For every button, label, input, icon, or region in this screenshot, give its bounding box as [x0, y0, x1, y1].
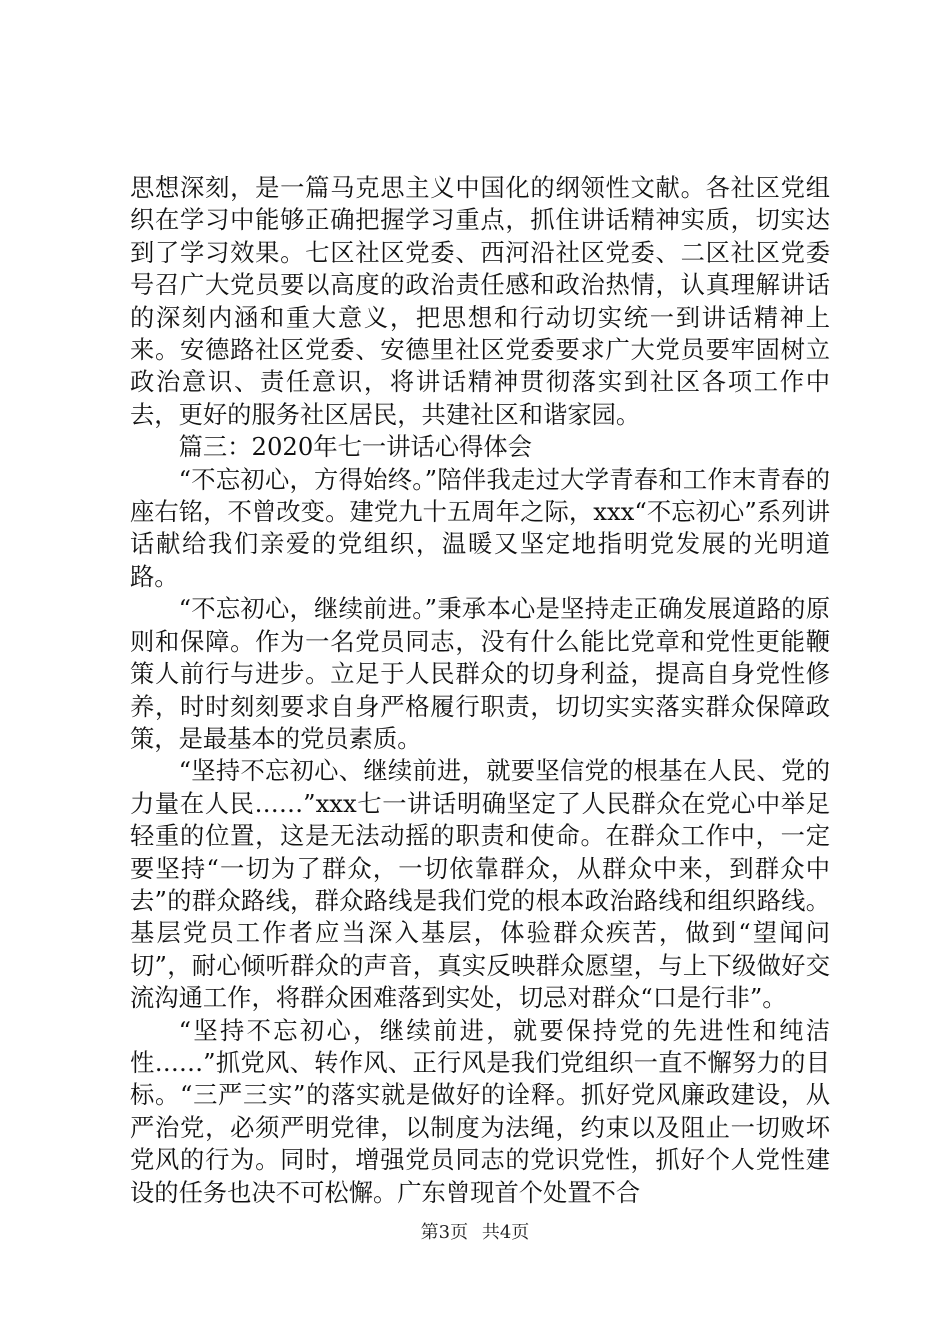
- document-body: [130, 172, 830, 1209]
- page-total: 共4页: [481, 1222, 530, 1243]
- page-footer: [0, 1218, 950, 1244]
- section-heading: 篇三：2020年七一讲话心得体会: [178, 432, 532, 462]
- section-paragraph-1: “不忘初心，方得始终。”陪伴我走过大学青春和工作末青春的座右铭，不曾改变。建党九十五周年之际，xxx“不忘初心”系列讲话献给我们亲爱的党组织，温暖又坚定地指明党发展的光明道路。: [130, 464, 830, 591]
- section-paragraph-4: “坚持不忘初心，继续前进，就要保持党的先进性和纯洁性……”抓党风、转作风、正行风是我们党组织一直不懈努力的目标。“三严三实”的落实就是做好的诠释。抓好党风廉政建设，从严治党，必须严明党律，以制度为法绳，约束以及阻止一切败坏党风的行为。同时，增强党员同志的党识党性，抓好个人党性建设的任务也决不可松懈。广东曾现首个处置不合: [130, 1015, 830, 1207]
- section-paragraph-3: “坚持不忘初心、继续前进，就要坚信党的根基在人民、党的力量在人民……”xxx七一讲话明确坚定了人民群众在党心中举足轻重的位置，这是无法动摇的职责和使命。在群众工作中，一定要坚持“一切为了群众，一切依靠群众，从群众中来，到群众中去”的群众路线，群众路线是我们党的根本政治路线和组织路线。基层党员工作者应当深入基层，体验群众疾苦，做到“望闻问切”，耐心倾听群众的声音，真实反映群众愿望，与上下级做好交流沟通工作，将群众困难落到实处，切忌对群众“口是行非”。: [130, 756, 830, 1013]
- body-paragraph-continuation: 思想深刻，是一篇马克思主义中国化的纲领性文献。各社区党组织在学习中能够正确把握学习重点，抓住讲话精神实质，切实达到了学习效果。七区社区党委、西河沿社区党委、二区社区党委号召广大党员要以高度的政治责任感和政治热情，认真理解讲话的深刻内涵和重大意义，把思想和行动切实统一到讲话精神上来。安德路社区党委、安德里社区党委要求广大党员要牢固树立政治意识、责任意识，将讲话精神贯彻落实到社区各项工作中去，更好的服务社区居民，共建社区和谐家园。: [130, 173, 830, 429]
- page-number: 第3页: [420, 1222, 469, 1243]
- section-paragraph-2: “不忘初心，继续前进。”秉承本心是坚持走正确发展道路的原则和保障。作为一名党员同志，没有什么能比党章和党性更能鞭策人前行与进步。立足于人民群众的切身利益，提高自身党性修养，时时刻刻要求自身严格履行职责，切切实实落实群众保障政策，是最基本的党员素质。: [130, 594, 830, 753]
